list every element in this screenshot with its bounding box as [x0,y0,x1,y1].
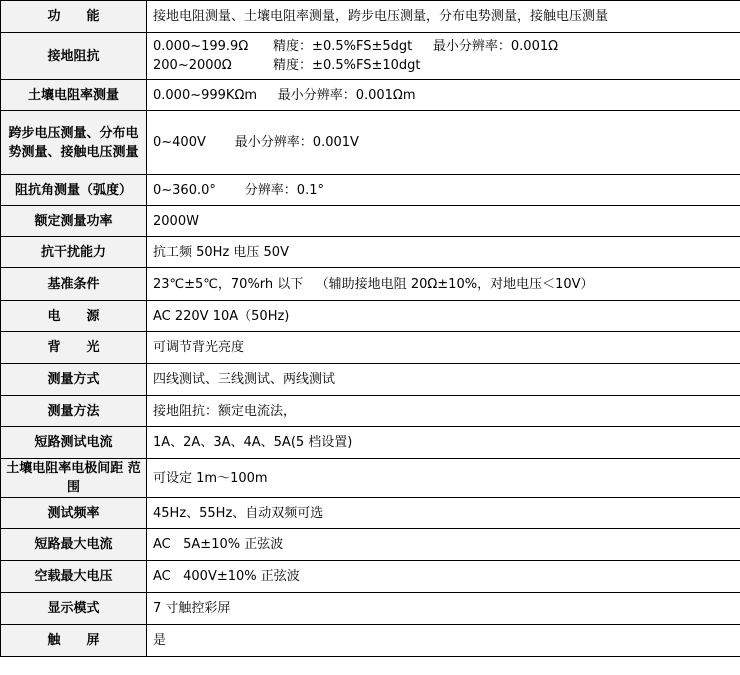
spec-label: 抗干扰能力 [1,237,147,268]
spec-value-line: 0~360.0° 分辨率：0.1° [153,182,324,198]
spec-value-line: 接地电阻测量、土壤电阻率测量，跨步电压测量，分布电势测量，接触电压测量 [153,9,609,24]
spec-value [147,206,740,237]
spec-value [147,498,740,529]
spec-value-line: AC 5A±10% 正弦波 [153,537,284,552]
spec-row [1,301,740,332]
spec-row [1,80,740,111]
spec-value-line: 23℃±5℃，70%rh 以下 （辅助接地电阻 20Ω±10%，对地电压＜10V） [153,276,594,292]
spec-label: 空载最大电压 [1,561,147,593]
spec-value-line: 2000W [153,213,199,229]
spec-label: 显示模式 [1,593,147,625]
spec-value [147,301,740,332]
spec-row [1,561,740,593]
spec-row [1,459,740,498]
spec-label: 测量方法 [1,396,147,427]
spec-label: 测量方式 [1,364,147,396]
spec-value [147,175,740,206]
spec-value [147,593,740,625]
spec-value [147,80,740,111]
spec-value-line: 0.000~999KΩm 最小分辨率：0.001Ωm [153,87,416,103]
spec-value-line: AC 220V 10A（50Hz) [153,308,290,324]
spec-label: 短路最大电流 [1,529,147,561]
spec-value-line: 可调节背光亮度 [153,340,245,355]
spec-row [1,593,740,625]
spec-row [1,237,740,268]
spec-label: 土壤电阻率电极间距 范 围 [1,459,147,498]
spec-row [1,396,740,427]
spec-value-line: 是 [153,633,167,648]
spec-table-body [1,1,740,657]
spec-row [1,33,740,80]
spec-row [1,364,740,396]
spec-value [147,561,740,593]
spec-value [147,625,740,657]
spec-row [1,332,740,364]
spec-row [1,498,740,529]
spec-label: 阻抗角测量（弧度） [1,175,147,206]
spec-value-line: 四线测试、三线测试、两线测试 [153,372,336,387]
spec-value [147,459,740,498]
spec-value [147,396,740,427]
spec-value [147,33,740,80]
spec-label: 测试频率 [1,498,147,529]
spec-value-line: 0.000~199.9Ω 精度：±0.5%FS±5dgt 最小分辨率：0.001Ω [153,39,559,54]
spec-label: 电 源 [1,301,147,332]
spec-value-line: 7 寸触控彩屏 [153,601,231,616]
spec-label: 接地阻抗 [1,33,147,80]
spec-row [1,111,740,175]
spec-value [147,111,740,175]
spec-value-line: 1A、2A、3A、4A、5A(5 档设置) [153,435,353,450]
spec-row [1,206,740,237]
spec-value [147,1,740,33]
spec-label: 触 屏 [1,625,147,657]
spec-value [147,427,740,459]
spec-value-line: AC 400V±10% 正弦波 [153,569,300,584]
spec-value-line: 200~2000Ω 精度：±0.5%FS±10dgt [153,58,421,73]
spec-value-line: 接地阻抗：额定电流法， [153,403,297,419]
spec-value [147,237,740,268]
spec-row [1,175,740,206]
spec-value [147,268,740,301]
spec-label: 背 光 [1,332,147,364]
spec-value [147,364,740,396]
spec-row [1,529,740,561]
spec-value [147,332,740,364]
spec-label: 土壤电阻率测量 [1,80,147,111]
spec-value-line: 可设定 1m～100m [153,470,268,486]
spec-value-line: 45Hz、55Hz、自动双频可选 [153,505,324,521]
spec-row [1,625,740,657]
spec-label: 短路测试电流 [1,427,147,459]
spec-row [1,1,740,33]
spec-label: 基准条件 [1,268,147,301]
spec-label: 功 能 [1,1,147,33]
spec-value-line: 抗工频 50Hz 电压 50V [153,244,289,260]
spec-label: 跨步电压测量、分布电势测量、接触电压测量 [1,111,147,175]
spec-label: 额定测量功率 [1,206,147,237]
spec-value [147,529,740,561]
spec-value-line: 0~400V 最小分辨率：0.001V [153,135,359,150]
spec-row [1,427,740,459]
spec-row [1,268,740,301]
